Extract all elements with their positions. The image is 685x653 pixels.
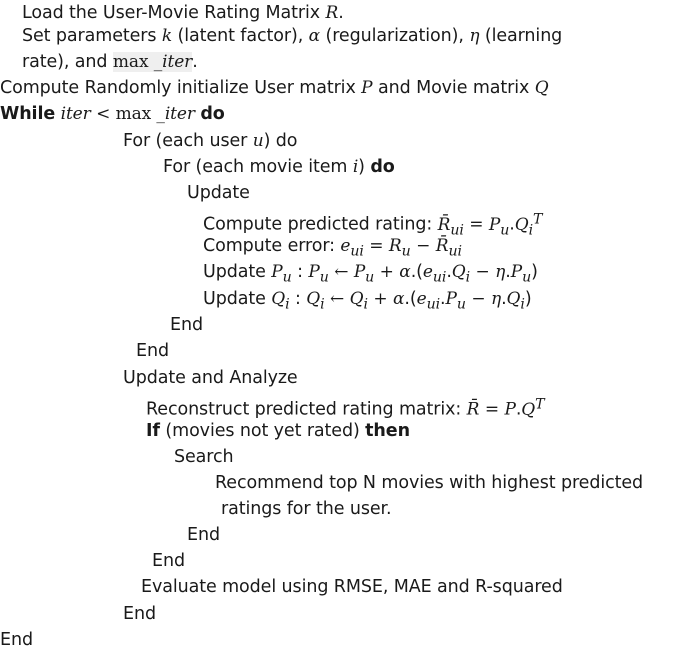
algorithm-line: While iter < max _iter do (0, 104, 225, 124)
algorithm-line: If (movies not yet rated) then (146, 421, 410, 441)
algorithm-line: End (170, 315, 203, 335)
algorithm-line: Recommend top N movies with highest predicted (215, 473, 644, 493)
algorithm-line: Update and Analyze (123, 368, 298, 388)
algorithm-line: Update (187, 183, 250, 203)
algorithm-line: For (each movie item i) do (163, 157, 395, 177)
algorithm-line: End (0, 630, 33, 650)
algorithm-line: End (136, 341, 169, 361)
algorithm-line: rate), and max _iter. (22, 52, 198, 72)
algorithm-line: Load the User-Movie Rating Matrix R. (22, 3, 344, 23)
algorithm-line: Search (174, 447, 234, 467)
algorithm-line: For (each user u) do (123, 131, 298, 151)
algorithm-line: Update $Q_i$ : $Q_i$ ← $Q_i + \alpha.(e_{ui}.P_u - \eta.Q_i)$ (203, 289, 532, 313)
algorithm-line: Compute predicted rating: $R̄_{ui} = P_u.Q_i^T$ (203, 211, 543, 239)
algorithm-line: End (152, 551, 185, 571)
algorithm-line: Compute Randomly initialize User matrix P and Movie matrix Q (0, 78, 549, 98)
algorithm-line: End (187, 525, 220, 545)
algorithm-line: End (123, 604, 156, 624)
algorithm-line: Update $P_u$ : $P_u$ ← $P_u + \alpha.(e_{ui}.Q_i - \eta.P_u)$ (203, 262, 538, 286)
algorithm-line: Reconstruct predicted rating matrix: R̄ = $P.Q^T$ (146, 396, 545, 420)
algorithm-line: Set parameters k (latent factor), α (regularization), η (learning (22, 26, 563, 46)
algorithm-line: Evaluate model using RMSE, MAE and R-squared (141, 577, 563, 597)
algorithm-line: ratings for the user. (221, 499, 392, 519)
algorithm-line: Compute error: $e_{ui} = R_u$ − $R̄_{ui}$ (203, 236, 462, 260)
